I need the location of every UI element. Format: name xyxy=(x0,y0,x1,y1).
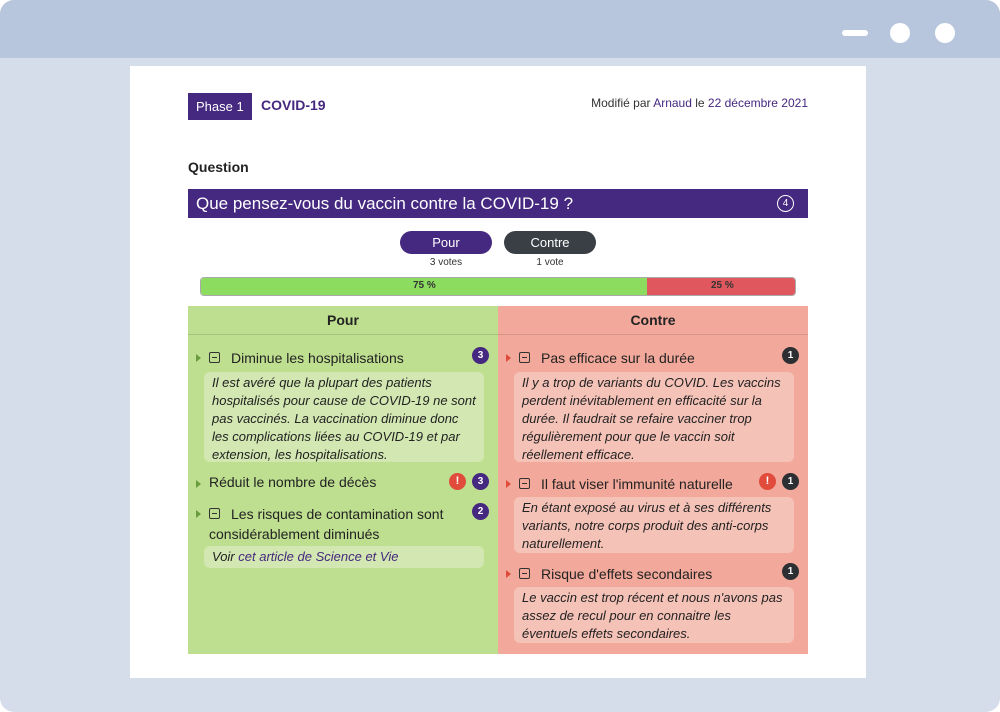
pour-percent-label: 75 % xyxy=(413,280,436,291)
warning-icon[interactable]: ! xyxy=(449,473,466,490)
argument-count-badge: 2 xyxy=(472,503,489,520)
contre-column-title: Contre xyxy=(498,306,808,335)
argument-title[interactable]: Il faut viser l'immunité naturelle xyxy=(541,476,733,492)
close-icon[interactable] xyxy=(935,23,955,43)
collapse-icon[interactable] xyxy=(519,568,530,579)
argument-title[interactable]: Réduit le nombre de décès xyxy=(209,474,377,490)
question-bar xyxy=(188,189,808,218)
topic-title[interactable]: COVID-19 xyxy=(261,97,326,113)
argument-description: Le vaccin est trop récent et nous n'avons pas assez de recul pour en connaitre les éventuels effets secondaires. xyxy=(514,587,794,643)
debate-page xyxy=(130,66,866,678)
window-titlebar xyxy=(0,0,1000,58)
argument-description: En étant exposé au virus et à ses différents variants, notre corps produit des anti-corps naturellement. xyxy=(514,497,794,553)
modified-mid: le xyxy=(695,96,705,110)
argument-description: Il y a trop de variants du COVID. Les vaccins perdent inévitablement en efficacité sur la durée. Il faudrait se refaire vacciner trop régulièrement pour que le vaccin soit réellement efficace. xyxy=(514,372,794,462)
argument-count-badge: 1 xyxy=(782,473,799,490)
pour-column xyxy=(188,306,498,654)
collapse-icon[interactable] xyxy=(519,478,530,489)
modified-author-link[interactable]: Arnaud xyxy=(653,96,692,110)
maximize-icon[interactable] xyxy=(890,23,910,43)
vote-progress-bar xyxy=(200,277,796,296)
argument-title[interactable]: Les risques de contamination sont considérablement diminués xyxy=(209,506,444,542)
collapse-icon[interactable] xyxy=(209,352,220,363)
argument-description: Il est avéré que la plupart des patients hospitalisés pour cause de COVID-19 ne sont pas vaccinés. La vaccination diminue donc les complications liées au COVID-19 et par extension, les hospitalisations. xyxy=(204,372,484,462)
argument-description xyxy=(204,546,484,568)
argument-count-badge: 3 xyxy=(472,347,489,364)
expand-caret-icon[interactable] xyxy=(506,354,511,362)
modified-info xyxy=(591,96,808,110)
question-label: Question xyxy=(188,159,249,175)
expand-caret-icon[interactable] xyxy=(196,480,201,488)
argument-count-badge: 1 xyxy=(782,563,799,580)
science-et-vie-link[interactable]: cet article de Science et Vie xyxy=(238,549,399,564)
expand-caret-icon[interactable] xyxy=(196,354,201,362)
minimize-icon[interactable] xyxy=(842,30,868,36)
argument-title[interactable]: Pas efficace sur la durée xyxy=(541,350,695,366)
contre-column xyxy=(498,306,808,654)
question-count-badge: 4 xyxy=(777,195,794,212)
pour-column-title: Pour xyxy=(188,306,498,335)
contre-percent-label: 25 % xyxy=(711,280,734,291)
expand-caret-icon[interactable] xyxy=(196,510,201,518)
argument-count-badge: 3 xyxy=(472,473,489,490)
collapse-icon[interactable] xyxy=(519,352,530,363)
expand-caret-icon[interactable] xyxy=(506,480,511,488)
vote-contre-button[interactable]: Contre xyxy=(504,231,596,254)
pour-vote-count: 3 votes xyxy=(429,257,463,268)
argument-title[interactable]: Diminue les hospitalisations xyxy=(231,350,404,366)
warning-icon[interactable]: ! xyxy=(759,473,776,490)
argument-title[interactable]: Risque d'effets secondaires xyxy=(541,566,713,582)
vote-pour-button[interactable]: Pour xyxy=(400,231,492,254)
argument-count-badge: 1 xyxy=(782,347,799,364)
modified-date: 22 décembre 2021 xyxy=(707,96,808,110)
contre-vote-count: 1 vote xyxy=(536,257,564,268)
modified-prefix: Modifié par xyxy=(591,96,651,110)
expand-caret-icon[interactable] xyxy=(506,570,511,578)
question-text: Que pensez-vous du vaccin contre la COVID-19 ? xyxy=(196,194,574,213)
see-prefix: Voir xyxy=(212,549,235,564)
phase-badge[interactable]: Phase 1 xyxy=(188,93,252,120)
